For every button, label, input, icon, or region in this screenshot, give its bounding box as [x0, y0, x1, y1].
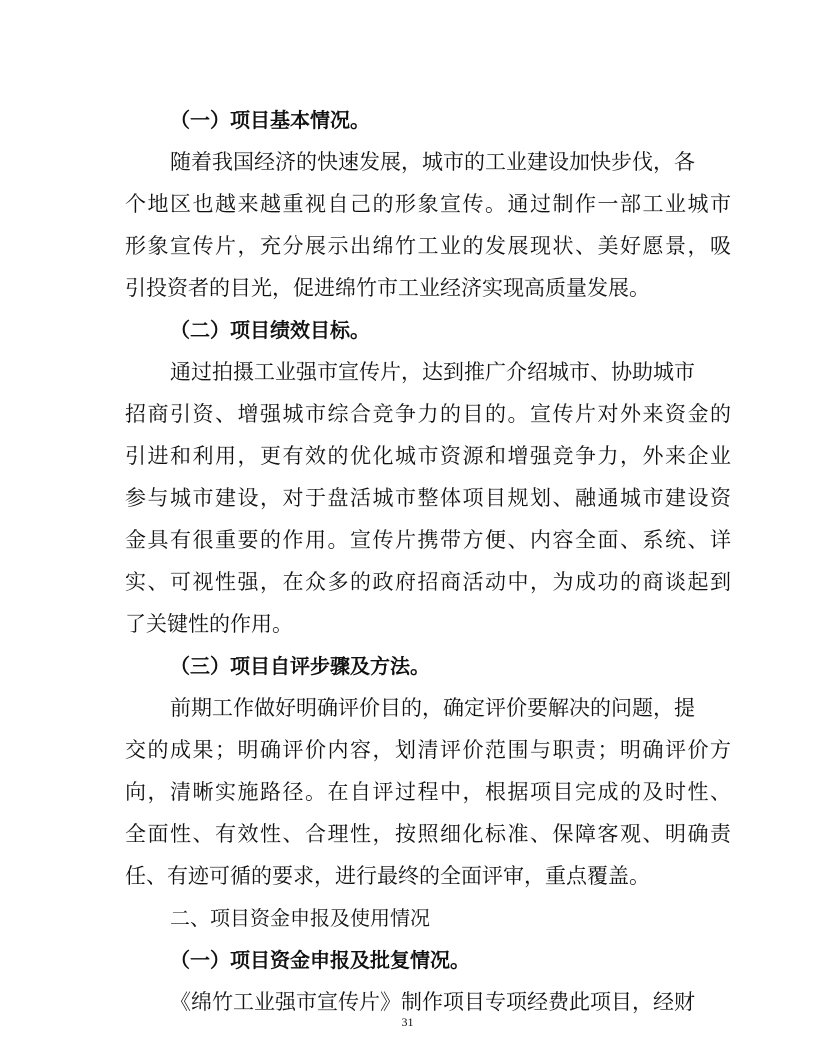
paragraph-line: 任、有迹可循的要求，进行最终的全面评审，重点覆盖。: [125, 864, 650, 888]
paragraph-line: 了关键性的作用。: [125, 612, 293, 636]
paragraph-line: 向，清晰实施路径。在自评过程中，根据项目完成的及时性、: [125, 780, 733, 804]
paragraph-line: 个地区也越来越重视自己的形象宣传。通过制作一部工业城市: [125, 192, 733, 216]
section-title-funding: 二、项目资金申报及使用情况: [170, 906, 430, 930]
paragraph-line: 《绵竹工业强市宣传片》制作项目专项经费此项目，经财: [170, 990, 695, 1014]
paragraph-line: 引进和利用，更有效的优化城市资源和增强竞争力，外来企业: [125, 444, 733, 468]
paragraph-line: 金具有很重要的作用。宣传片携带方便、内容全面、系统、详: [125, 528, 733, 552]
paragraph-line: 实、可视性强，在众多的政府招商活动中，为成功的商谈起到: [125, 570, 733, 594]
paragraph-line: 参与城市建设，对于盘活城市整体项目规划、融通城市建设资: [125, 486, 733, 510]
paragraph-line: 招商引资、增强城市综合竞争力的目的。宣传片对外来资金的: [125, 402, 733, 426]
paragraph-line: 形象宣传片，充分展示出绵竹工业的发展现状、美好愿景，吸: [125, 234, 733, 258]
heading-funding-approval: （一）项目资金申报及批复情况。: [170, 948, 470, 972]
paragraph-line: 通过拍摄工业强市宣传片，达到推广介绍城市、协助城市: [170, 360, 695, 384]
paragraph-line: 全面性、有效性、合理性，按照细化标准、保障客观、明确责: [125, 822, 733, 846]
paragraph-line: 交的成果；明确评价内容，划清评价范围与职责；明确评价方: [125, 738, 733, 762]
heading-project-basic-info: （一）项目基本情况。: [170, 108, 370, 132]
page-number: 31: [401, 1015, 414, 1029]
heading-performance-goals: （二）项目绩效目标。: [170, 318, 370, 342]
paragraph-line: 前期工作做好明确评价目的，确定评价要解决的问题，提: [170, 696, 695, 720]
paragraph-line: 随着我国经济的快速发展，城市的工业建设加快步伐，各: [170, 150, 695, 174]
heading-self-evaluation-steps: （三）项目自评步骤及方法。: [170, 654, 430, 678]
paragraph-line: 引投资者的目光，促进绵竹市工业经济实现高质量发展。: [125, 276, 650, 300]
